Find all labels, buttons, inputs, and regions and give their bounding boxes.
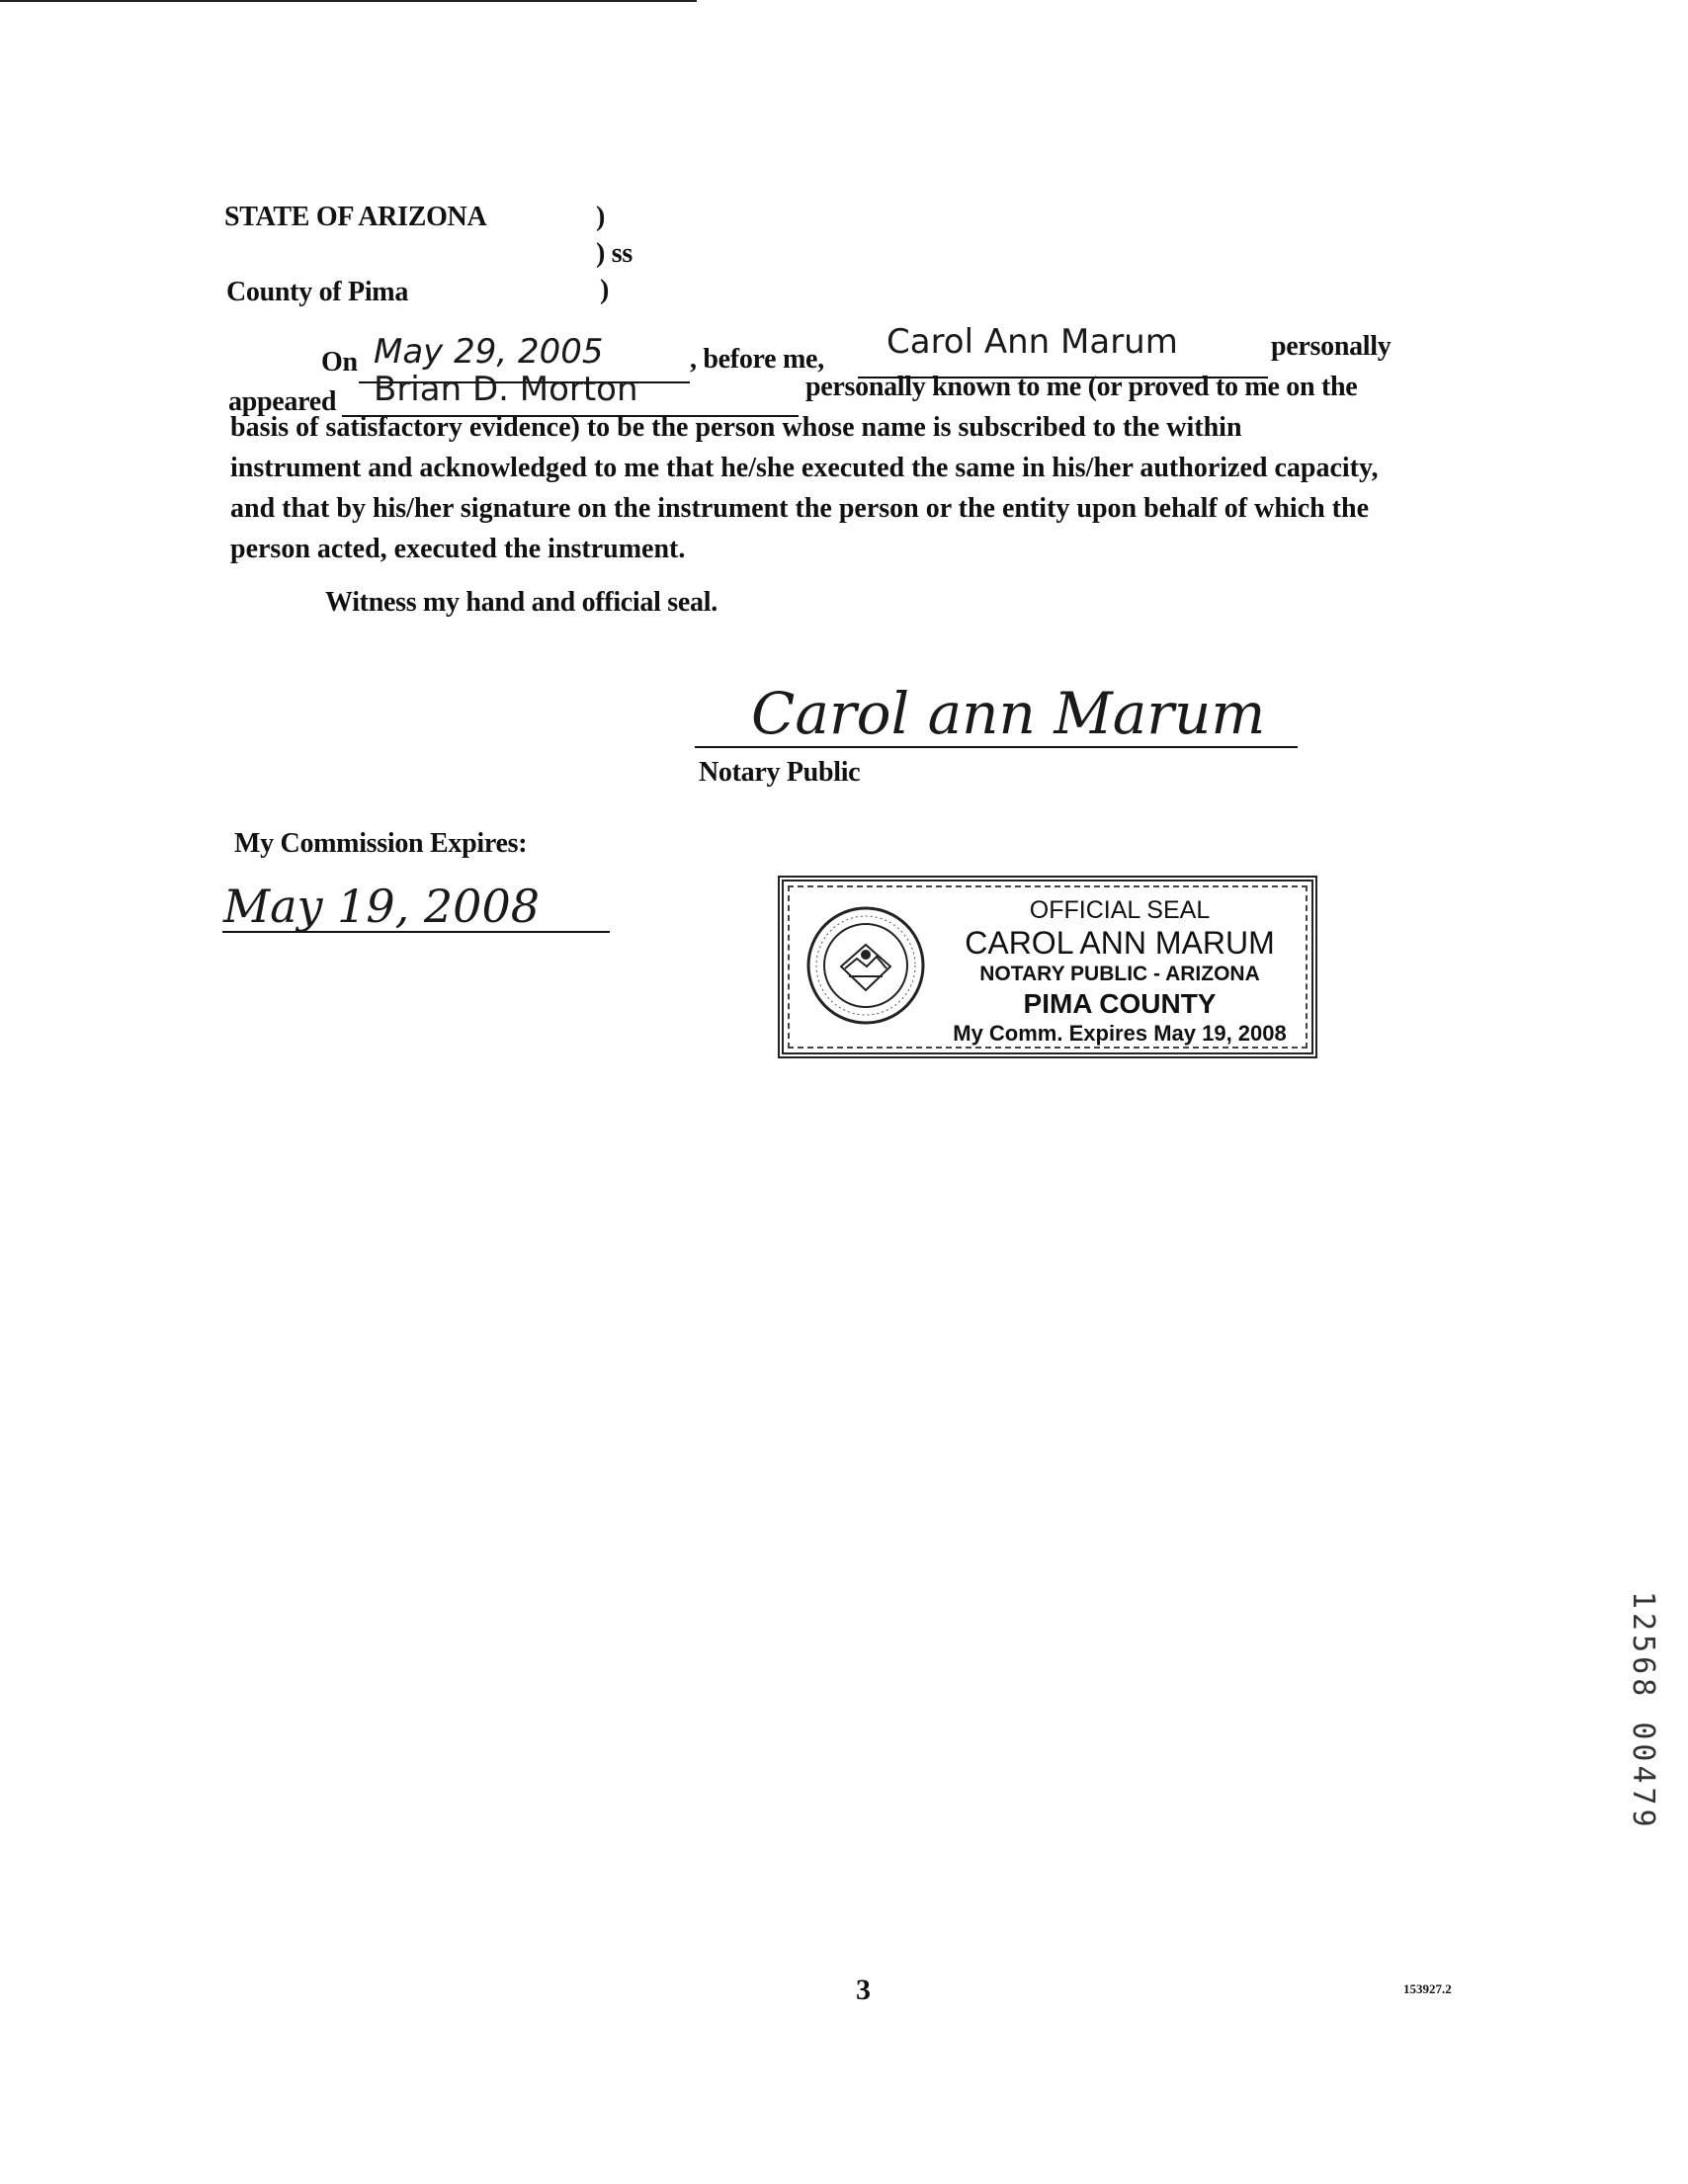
notary-signature: Carol ann Marum: [751, 680, 1266, 747]
ack-line-2-text: personally known to me (or proved to me on the: [805, 372, 1358, 402]
ack-line-3: basis of satisfactory evidence) to be the person whose name is subscribed to the within: [230, 412, 1242, 443]
stamp-notary-title: NOTARY PUBLIC - ARIZONA: [979, 963, 1260, 985]
commission-date-handwritten: May 19, 2008: [223, 880, 540, 933]
state-label: STATE OF ARIZONA: [224, 202, 487, 232]
appeared-label: appeared: [228, 386, 337, 417]
notary-name-handwritten: Carol Ann Marum: [886, 322, 1178, 362]
page-number: 3: [856, 1974, 871, 2006]
witness-text: Witness my hand and official seal.: [325, 587, 717, 618]
venue-paren-1: ): [596, 202, 606, 232]
ack-line-4: instrument and acknowledged to me that he/she executed the same in his/her authorized capacity,: [230, 453, 1379, 483]
acknowledgment-paragraph: [230, 407, 1426, 569]
official-seal-stamp: [778, 876, 1317, 1058]
stamp-expiry: My Comm. Expires May 19, 2008: [953, 1021, 1287, 1046]
venue-paren-2: ): [600, 275, 610, 305]
on-label: On: [321, 347, 358, 378]
stamp-text: [932, 895, 1308, 1048]
stamp-notary-name: CAROL ANN MARUM: [965, 925, 1275, 961]
personally-label: personally: [1271, 331, 1392, 362]
arizona-seal-icon: [805, 905, 926, 1026]
venue-ss: ) ss: [596, 238, 633, 269]
acknowledgment-date: May 29, 2005: [374, 332, 604, 372]
side-recording-number: 12568 00479: [1626, 1591, 1660, 1831]
ack-line-5: and that by his/her signature on the instrument the person or the entity upon behalf of which the: [230, 493, 1370, 524]
stamp-county: PIMA COUNTY: [1023, 988, 1217, 1019]
commission-label: My Commission Expires:: [234, 828, 528, 859]
notary-public-label: Notary Public: [699, 757, 861, 788]
ack-line-6: person acted, executed the instrument.: [230, 534, 686, 564]
before-me-label: , before me,: [690, 344, 824, 375]
stamp-official-seal: OFFICIAL SEAL: [1029, 896, 1211, 924]
top-scan-line: [0, 0, 697, 2]
document-code: 153927.2: [1403, 1981, 1452, 1996]
county-label: County of Pima: [226, 277, 409, 307]
signer-name-handwritten: Brian D. Morton: [374, 370, 638, 409]
